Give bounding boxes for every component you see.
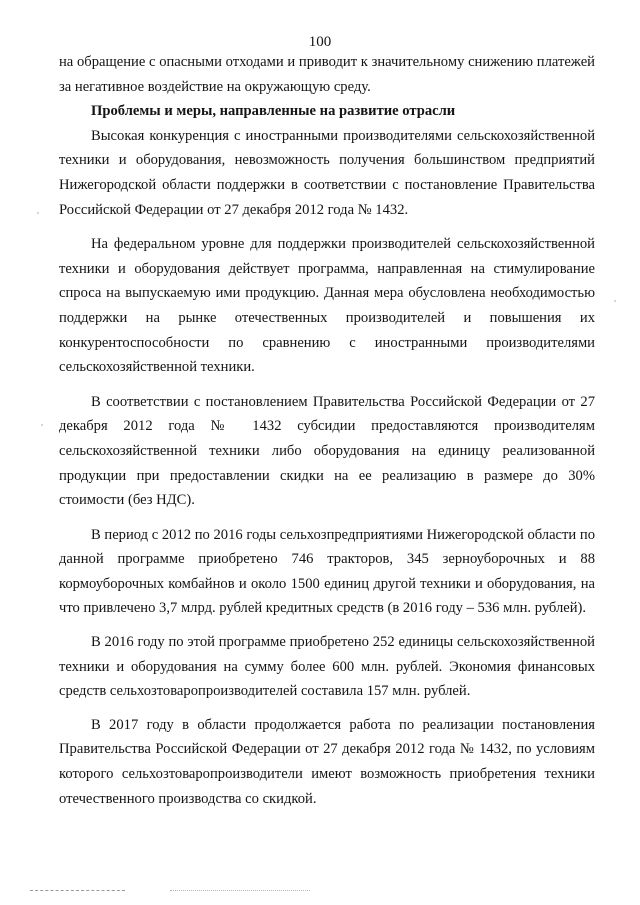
continuation-paragraph: на обращение с опасными отходами и приводит к значительному снижению платежей за негативное воздействие на окружающую среду. [59, 54, 595, 95]
paragraph-2016: В 2016 году по этой программе приобретено 252 единицы сельскохозяйственной техники и оборудования на сумму более 600 млн. рублей. Экономия финансовых средств сельхозтоваропроизводителей составила 157 млн. рублей. [59, 634, 595, 700]
paragraph-2012-2016: В период с 2012 по 2016 годы сельхозпредприятиями Нижегородской области по данной программе приобретено 746 тракторов, 345 зерноуборочных и 88 кормоуборочных комбайнов и около 1500 единиц другой техники и оборудования, на что привлечено 3,7 млрд. рублей кредитных средств (в 2016 году – 536 млн. рублей). [59, 526, 595, 617]
paragraph-federal-program: На федеральном уровне для поддержки производителей сельскохозяйственной техники и оборудования действует программа, направленная на стимулирование спроса на выпускаемую ими продукцию. Данная мера обусловлена необходимостью поддержки на рынке отечественных производителей и повышения их конкурентоспособности по сравнению с иностранными производителями сельскохозяйственной техники. [59, 236, 595, 376]
paragraph-subsidies: В соответствии с постановлением Правительства Российской Федерации от 27 декабря 2012 года № 1432 субсидии предоставляются производителям сельскохозяйственной техники либо оборудования на единицу реализованной продукции при предоставлении скидки на ее реализацию в размере до 30% стоимости (без НДС). [59, 393, 595, 509]
scan-speck [614, 300, 616, 302]
paragraph-competition: Высокая конкуренция с иностранными производителями сельскохозяйственной техники и оборудования, невозможность получения большинством предприятий Нижегородской области поддержки в соответствии с постановление Правительства Российской Федерации от 27 декабря 2012 года № 1432. [59, 127, 595, 218]
footer-scan-artifact [30, 886, 310, 894]
page-number: 100 [308, 34, 332, 50]
paragraph-2017: В 2017 году в области продолжается работа по реализации постановления Правительства Российской Федерации от 27 декабря 2012 года № 1432, по условиям которого сельхозтоваропроизводители имеют возможность приобретения техники отечественного производства со скидкой. [59, 716, 595, 807]
footer-line [170, 890, 310, 891]
section-heading: Проблемы и меры, направленные на развитие отрасли [91, 103, 456, 120]
document-body [59, 50, 595, 811]
scan-speck [41, 424, 43, 426]
scan-speck [37, 212, 39, 214]
footer-line [30, 890, 125, 891]
